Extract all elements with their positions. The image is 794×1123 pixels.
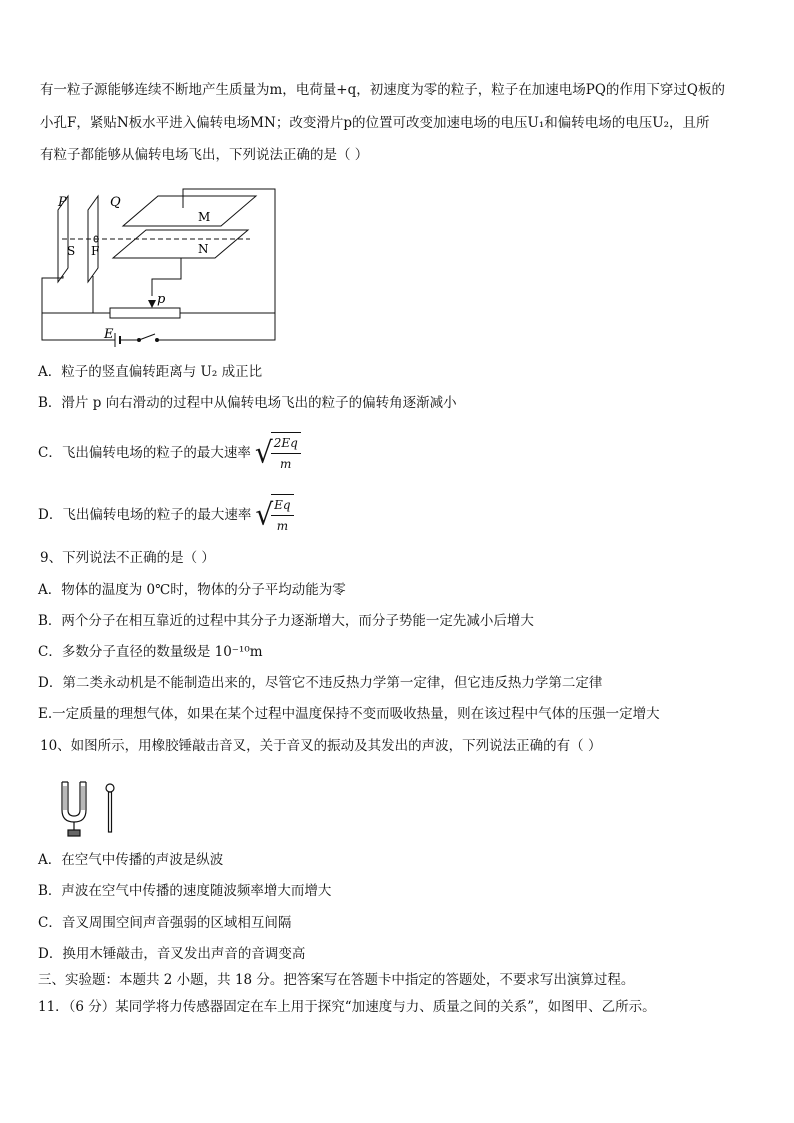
label-E: E (104, 327, 114, 342)
label-S: S (67, 244, 76, 258)
fraction-numerator: 2Eq (271, 433, 301, 454)
label-p: p (157, 292, 166, 307)
q10-option-c: C．音叉周围空间声音强弱的区域相互间隔 (38, 915, 292, 931)
q8-stem-line-1: 有一粒子源能够连续不断地产生质量为m，电荷量+q，初速度为零的粒子，粒子在加速电场PQ的作用下穿过Q板的 (40, 82, 725, 98)
hammer-head (106, 784, 114, 792)
plate-n (113, 230, 248, 258)
q9-option-c: C．多数分子直径的数量级是 10⁻¹⁰m (38, 644, 263, 660)
label-N: N (198, 242, 209, 256)
q10-stem: 10、如图所示，用橡胶锤敲击音叉，关于音叉的振动及其发出的声波，下列说法正确的有（ ） (40, 738, 602, 754)
plate-m (123, 196, 256, 226)
q9-option-a: A．物体的温度为 0℃时，物体的分子平均动能为零 (38, 582, 346, 598)
label-Q: Q (110, 195, 121, 210)
fraction-numerator: Eq (271, 495, 293, 516)
label-F: F (91, 244, 100, 258)
sqrt-icon: √ (254, 435, 273, 470)
wire-battery-right (157, 313, 275, 340)
q8-option-d (38, 494, 294, 536)
hammer-handle (109, 792, 112, 832)
rheostat (110, 308, 180, 318)
q8-option-c (38, 432, 301, 474)
label-M: M (198, 210, 211, 224)
q9-option-e: E.一定质量的理想气体，如果在某个过程中温度保持不变而吸收热量，则在该过程中气体的压强一定增大 (38, 706, 660, 722)
fork-inner (68, 782, 80, 816)
q9-option-b: B．两个分子在相互靠近的过程中其分子力逐渐增大，而分子势能一定先减小后增大 (38, 613, 534, 629)
q10-option-b: B．声波在空气中传播的速度随波频率增大而增大 (38, 883, 332, 899)
fraction-denominator: m (280, 457, 292, 471)
q8-stem-line-2: 小孔F，紧贴N板水平进入偏转电场MN；改变滑片p的位置可改变加速电场的电压U₁和偏转电场的电压U₂，且所 (40, 115, 710, 131)
q11-stem: 11．（6 分）某同学将力传感器固定在车上用于探究“加速度与力、质量之间的关系”，如图甲、乙所示。 (38, 999, 656, 1015)
fork-base (68, 830, 80, 836)
label-P: P (58, 195, 67, 210)
slider-arrow-icon (148, 300, 156, 308)
q8-option-c-fraction (271, 433, 301, 474)
section-3-heading: 三、实验题：本题共 2 小题，共 18 分。把答案写在答题卡中指定的答题处，不要求写出演算过程。 (38, 972, 635, 988)
wire-m (183, 189, 275, 313)
q8-option-d-fraction (271, 495, 293, 536)
fraction-denominator: m (276, 519, 289, 533)
sqrt-icon: √ (255, 497, 274, 532)
q9-stem: 9、下列说法不正确的是（ ） (40, 550, 215, 566)
wire-n (152, 258, 181, 296)
q8-option-c-text: C．飞出偏转电场的粒子的最大速率 (38, 445, 251, 461)
q8-stem-line-3: 有粒子都能够从偏转电场飞出，下列说法正确的是（ ） (40, 147, 369, 163)
q8-option-b: B．滑片 p 向右滑动的过程中从偏转电场飞出的粒子的偏转角逐渐减小 (38, 395, 457, 411)
wire-p (42, 276, 63, 313)
q10-option-a: A．在空气中传播的声波是纵波 (38, 852, 224, 868)
switch (139, 334, 155, 340)
circuit-diagram (38, 188, 288, 350)
q8-option-d-text: D．飞出偏转电场的粒子的最大速率 (38, 507, 252, 523)
tuning-fork-figure (58, 776, 128, 840)
q8-option-a: A．粒子的竖直偏转距离与 U₂ 成正比 (38, 364, 263, 380)
q9-option-d: D．第二类永动机是不能制造出来的，尽管它不违反热力学第一定律，但它违反热力学第二定律 (38, 675, 603, 691)
q10-option-d: D．换用木锤敲击，音叉发出声音的音调变高 (38, 946, 306, 962)
